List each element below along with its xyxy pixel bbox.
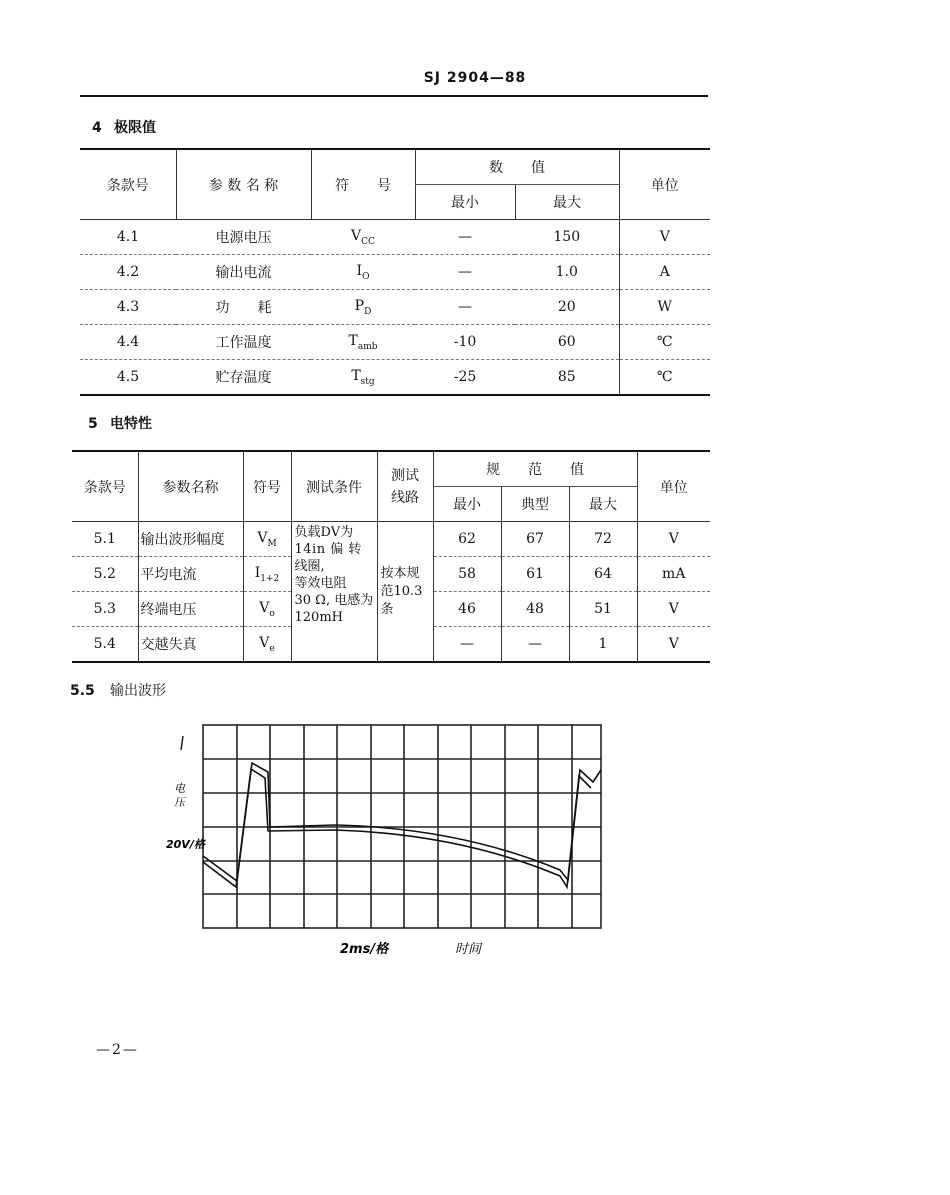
y-axis-label-1: 电 xyxy=(174,782,185,795)
limit-values-table xyxy=(80,148,710,396)
unit-cell: ℃ xyxy=(619,360,710,396)
min-cell: -10 xyxy=(415,325,515,360)
param-cell: 贮存温度 xyxy=(215,370,272,386)
table-row xyxy=(80,325,710,360)
min-cell: — xyxy=(415,290,515,325)
max-cell: 1 xyxy=(569,627,637,663)
table-row xyxy=(72,522,710,557)
test-condition-cell: 负载DV为 14in 偏 转 线圈, 等效电阻 30 Ω, 电感为 120mH xyxy=(291,522,377,663)
header-spec: 规 范 值 xyxy=(433,451,637,487)
clause-cell: 4.4 xyxy=(80,325,176,360)
clause-cell: 4.3 xyxy=(80,290,176,325)
param-cell: 交越失真 xyxy=(138,627,243,663)
header-clause: 条款号 xyxy=(80,149,176,220)
max-cell: 72 xyxy=(569,522,637,557)
symbol-cell: $P_D$ xyxy=(311,290,415,325)
min-cell: — xyxy=(415,255,515,290)
section-number: 5.5 xyxy=(70,683,95,699)
section-number: 4 xyxy=(92,120,102,136)
header-rule xyxy=(80,95,708,97)
clause-cell: 4.1 xyxy=(80,220,176,255)
param-cell: 输出波形幅度 xyxy=(138,522,243,557)
min-cell: 58 xyxy=(433,557,501,592)
header-min: 最小 xyxy=(415,185,515,220)
unit-cell: V xyxy=(619,220,710,255)
section-4-heading xyxy=(92,117,156,137)
param-cell: 输出电流 xyxy=(176,255,311,290)
header-symbol: 符 号 xyxy=(311,149,415,220)
typ-cell: 61 xyxy=(501,557,569,592)
clause-cell: 5.3 xyxy=(72,592,138,627)
header-max: 最大 xyxy=(515,185,619,220)
clause-cell: 5.4 xyxy=(93,636,116,652)
table-row xyxy=(80,255,710,290)
unit-cell: V xyxy=(637,627,710,663)
max-cell: 64 xyxy=(569,557,637,592)
symbol-cell: $V_{CC}$ xyxy=(311,220,415,255)
output-waveform-figure xyxy=(150,710,620,970)
symbol-cell: $T_{amb}$ xyxy=(311,325,415,360)
unit-cell: V xyxy=(637,522,710,557)
clause-cell: 5.1 xyxy=(72,522,138,557)
header-unit: 单位 xyxy=(619,149,710,220)
max-cell: 1.0 xyxy=(515,255,619,290)
typ-cell: 67 xyxy=(501,522,569,557)
param-cell: 电源电压 xyxy=(176,220,311,255)
symbol-cell: $I_O$ xyxy=(311,255,415,290)
waveform-trace xyxy=(203,763,601,887)
header-circuit: 测试 线路 xyxy=(377,451,433,522)
section-5-heading xyxy=(88,413,152,433)
header-max: 最大 xyxy=(569,487,637,522)
unit-cell: ℃ xyxy=(619,325,710,360)
standard-code: SJ 2904—88 xyxy=(423,70,527,86)
header-min: 最小 xyxy=(433,487,501,522)
section-5-5-heading xyxy=(70,680,166,700)
symbol-cell: $T_{stg}$ xyxy=(351,367,375,387)
max-cell: 85 xyxy=(557,369,576,385)
table-row xyxy=(80,360,710,396)
min-cell: 62 xyxy=(433,522,501,557)
test-circuit-cell: 按本规 范10.3条 xyxy=(377,522,433,663)
unit-cell: W xyxy=(619,290,710,325)
table-row xyxy=(80,290,710,325)
section-title: 电特性 xyxy=(110,416,152,432)
min-cell: 46 xyxy=(433,592,501,627)
x-scale-label: 2ms/格 xyxy=(340,942,389,957)
oscilloscope-grid xyxy=(203,725,601,928)
y-axis-label-2: 压 xyxy=(174,796,185,809)
y-scale-label: 20V/格 xyxy=(166,838,205,851)
table-row xyxy=(80,220,710,255)
symbol-cell: $I_{1+2}$ xyxy=(243,557,291,592)
header-symbol: 符号 xyxy=(243,451,291,522)
param-cell: 平均电流 xyxy=(138,557,243,592)
param-cell: 终端电压 xyxy=(138,592,243,627)
unit-cell: A xyxy=(619,255,710,290)
x-axis-label: 时间 xyxy=(455,942,482,957)
max-cell: 20 xyxy=(515,290,619,325)
header-unit: 单位 xyxy=(637,451,710,522)
header-condition: 测试条件 xyxy=(291,451,377,522)
section-title: 极限值 xyxy=(114,120,156,136)
min-cell: — xyxy=(415,220,515,255)
max-cell: 150 xyxy=(515,220,619,255)
max-cell: 60 xyxy=(515,325,619,360)
typ-cell: 48 xyxy=(501,592,569,627)
symbol-cell: $V_M$ xyxy=(243,522,291,557)
min-cell: -25 xyxy=(453,369,477,385)
typ-cell: — xyxy=(501,627,569,663)
page-number: —2— xyxy=(96,1042,139,1058)
header-value: 数 值 xyxy=(415,149,619,185)
section-number: 5 xyxy=(88,416,98,432)
min-cell: — xyxy=(433,627,501,663)
corner-tick xyxy=(181,736,183,750)
electrical-characteristics-table xyxy=(72,450,710,663)
section-title: 输出波形 xyxy=(110,683,166,699)
clause-cell: 5.2 xyxy=(72,557,138,592)
clause-cell: 4.2 xyxy=(80,255,176,290)
symbol-cell: $V_o$ xyxy=(243,592,291,627)
param-cell: 功 耗 xyxy=(176,290,311,325)
param-cell: 工作温度 xyxy=(176,325,311,360)
clause-cell: 4.5 xyxy=(116,369,140,385)
unit-cell: mA xyxy=(637,557,710,592)
symbol-cell: $V_e$ xyxy=(243,627,291,663)
header-param: 参数名称 xyxy=(138,451,243,522)
unit-cell: V xyxy=(637,592,710,627)
header-param: 参 数 名 称 xyxy=(176,149,311,220)
table-header-row xyxy=(72,451,710,487)
header-typ: 典型 xyxy=(501,487,569,522)
table-header-row xyxy=(80,149,710,185)
header-clause: 条款号 xyxy=(72,451,138,522)
max-cell: 51 xyxy=(569,592,637,627)
